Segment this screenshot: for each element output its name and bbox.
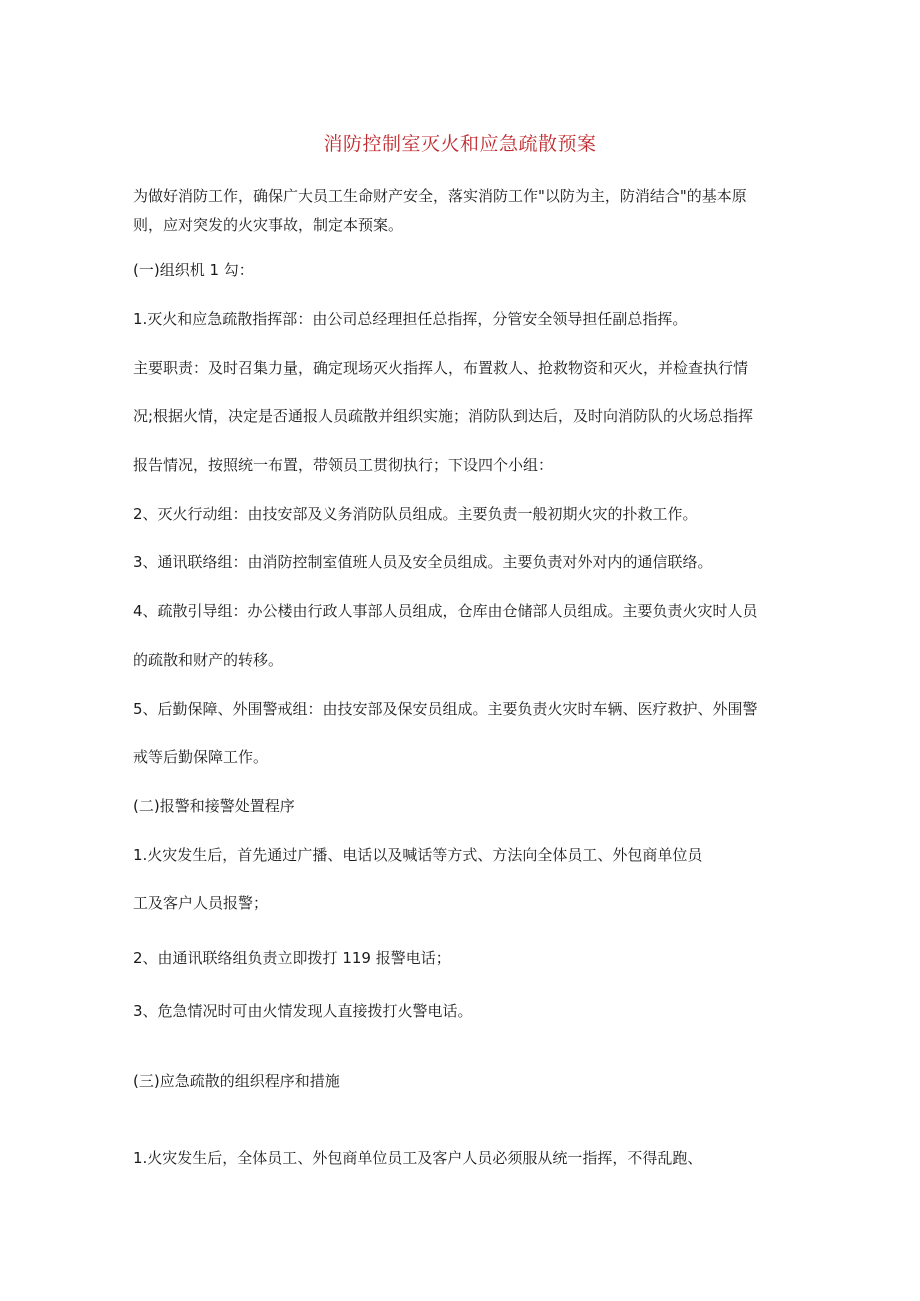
document-title: 消防控制室灭火和应急疏散预案: [323, 133, 597, 155]
body-line: 则，应对突发的火灾事故，制定本预案。: [133, 216, 404, 234]
body-line: 2、灭火行动组：由技安部及义务消防队员组成。主要负责一般初期火灾的扑救工作。: [133, 505, 698, 523]
body-line: 3、危急情况时可由火情发现人直接拨打火警电话。: [133, 1002, 473, 1020]
body-line: 1.火灾发生后，首先通过广播、电话以及喊话等方式、方法向全体员工、外包商单位员: [133, 846, 703, 864]
body-line: 的疏散和财产的转移。: [133, 651, 284, 669]
body-line: 工及客户人员报警；: [133, 894, 269, 912]
body-line: 2、由通讯联络组负责立即拨打 119 报警电话；: [133, 949, 451, 967]
body-line: 4、疏散引导组：办公楼由行政人事部人员组成，仓库由仓储部人员组成。主要负责火灾时人员: [133, 602, 758, 620]
section-heading: (三)应急疏散的组织程序和措施: [133, 1072, 340, 1090]
body-line: 3、通讯联络组：由消防控制室值班人员及安全员组成。主要负责对外对内的通信联络。: [133, 553, 713, 571]
body-line: 戒等后勤保障工作。: [133, 748, 269, 766]
body-line: 1.灭火和应急疏散指挥部：由公司总经理担任总指挥，分管安全领导担任副总指挥。: [133, 310, 688, 328]
body-line: 为做好消防工作，确保广大员工生命财产安全，落实消防工作"以防为主，防消结合"的基本原: [133, 187, 747, 205]
body-line: 1.火灾发生后，全体员工、外包商单位员工及客户人员必须服从统一指挥，不得乱跑、: [133, 1149, 703, 1167]
section-heading: (二)报警和接警处置程序: [133, 797, 295, 815]
body-line: 主要职责：及时召集力量，确定现场灭火指挥人，布置救人、抢救物资和灭火，并检查执行情: [133, 359, 749, 377]
body-line: 报告情况，按照统一布置，带领员工贯彻执行；下设四个小组：: [133, 456, 554, 474]
body-line: 况;根据火情，决定是否通报人员疏散并组织实施；消防队到达后，及时向消防队的火场总指挥: [133, 407, 754, 425]
section-heading: (一)组织机 1 勾：: [133, 261, 254, 279]
body-line: 5、后勤保障、外围警戒组：由技安部及保安员组成。主要负责火灾时车辆、医疗救护、外围警: [133, 700, 758, 718]
